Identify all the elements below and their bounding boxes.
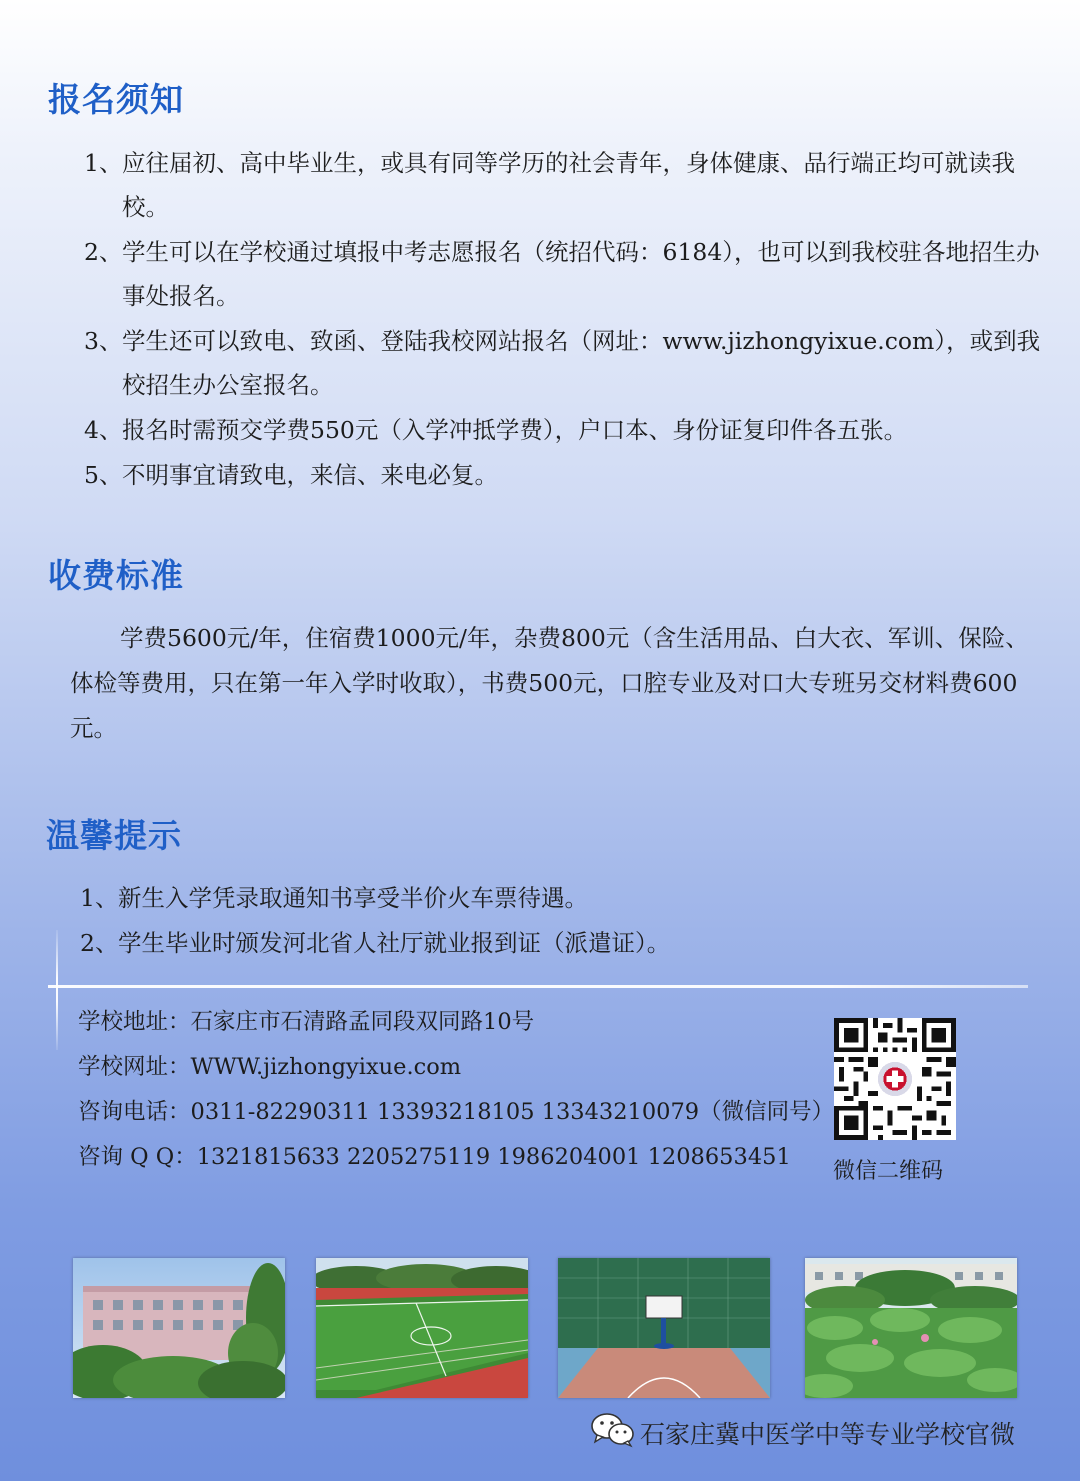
consult-phone: 咨询电话：0311-82290311 13393218105 13343210079（微信同号） [78,1099,835,1125]
list-item [84,141,1044,229]
item-number: 3、 [84,327,123,355]
fees-paragraph: 学费5600元/年，住宿费1000元/年，杂费800元（含生活用品、白大衣、军训、保险、体检等费用，只在第一年入学时收取），书费500元，口腔专业及对口大专班另交材料费600元。 [70,624,1029,742]
vertical-divider [56,930,58,1050]
consult-qq: 咨询 Q Q：1321815633 2205275119 1986204001 1208653451 [78,1144,791,1170]
fees-heading: 收费标准 [48,556,184,595]
list-item [84,319,1044,407]
list-item [80,921,1040,965]
list-item [84,230,1044,318]
basketball-court-photo [558,1258,770,1398]
list-item [80,876,1040,920]
item-text: 不明事宜请致电，来信、来电必复。 [122,461,498,489]
school-website: 学校网址：WWW.jizhongyixue.com [78,1054,462,1080]
registration-heading: 报名须知 [48,80,184,119]
item-number: 1、 [80,884,119,912]
wechat-icon [590,1412,636,1448]
school-address: 学校地址：石家庄市石清路孟同段双同路10号 [78,1009,535,1035]
sports-field-photo [316,1258,528,1398]
list-item [84,408,1044,452]
item-text: 新生入学凭录取通知书享受半价火车票待遇。 [118,884,588,912]
item-text: 学生毕业时颁发河北省人社厅就业报到证（派遣证）。 [118,929,671,957]
item-number: 4、 [84,416,123,444]
item-number: 2、 [84,238,123,266]
item-text: 学生还可以致电、致函、登陆我校网站报名（网址：www.jizhongyixue.com），或到我校招生办公室报名。 [122,327,1041,399]
item-number: 2、 [80,929,119,957]
qr-code-label: 微信二维码 [833,1159,944,1184]
list-item [84,453,1044,497]
wechat-qr-code [834,1018,956,1140]
tips-heading: 温馨提示 [46,816,182,855]
official-account-name: 石家庄冀中医学中等专业学校官微 [640,1420,1016,1449]
campus-building-photo [73,1258,285,1398]
horizontal-divider [48,985,1028,988]
item-text: 应往届初、高中毕业生，或具有同等学历的社会青年，身体健康、品行端正均可就读我校。 [122,149,1015,221]
lotus-pond-photo [805,1258,1017,1398]
item-text: 报名时需预交学费550元（入学冲抵学费），户口本、身份证复印件各五张。 [122,416,908,444]
item-number: 1、 [84,149,123,177]
item-number: 5、 [84,461,123,489]
item-text: 学生可以在学校通过填报中考志愿报名（统招代码：6184），也可以到我校驻各地招生办事处报名。 [122,238,1040,310]
